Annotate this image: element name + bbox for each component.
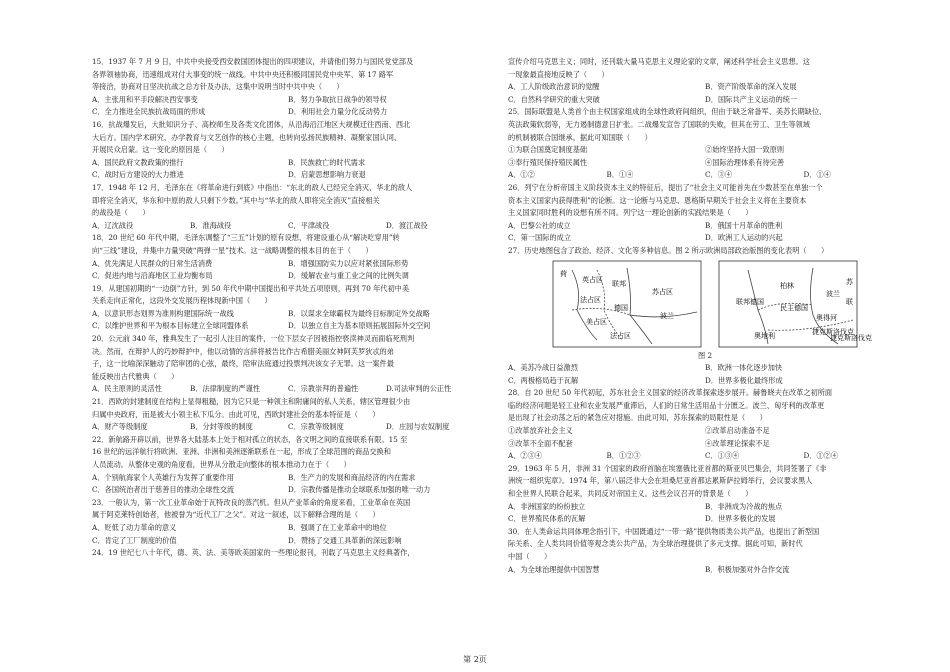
question-q20 (92, 333, 484, 396)
question-q17 (92, 182, 484, 232)
option-item: C．平津战役 (288, 220, 330, 230)
option-item: B．增强国防实力以应对紧张国际形势 (288, 258, 409, 268)
question-text-line: 22．新航路开辟以前，世界各大陆基本上处于相对孤立的状态，各文明之间的直接联系有限。15 至 (92, 434, 408, 444)
question-text-line: 临的经济问题是轻工业和农业发展严重滞后，人们的日常生活用品十分匮乏。波兰、匈牙利的改革更 (508, 400, 825, 410)
option-item: C．世界殖民体系的瓦解 (508, 514, 586, 524)
option-item: B．俄国十月革命的胜利 (705, 220, 783, 230)
statement-row (508, 425, 902, 438)
question-text-line: 开展民众启蒙。这一变化的原因是（ ） (92, 145, 229, 155)
question-q15 (92, 56, 484, 119)
option-item: B．①②③ (606, 451, 641, 461)
statement-row (508, 144, 902, 157)
question-q27 (508, 245, 902, 387)
question-text-line: 资本主义国家内获得胜利”的论断。这一论断与马克思、恩格斯早期关于社会主义将在主要资本 (508, 195, 807, 205)
option-item: C．各国统治者出于慈善目的推动全球性交流 (92, 485, 235, 495)
question-q29 (508, 463, 902, 526)
option-item: A．国民政府文教政策的推行 (92, 157, 184, 167)
option-item: A．巴黎公社的成立 (508, 220, 571, 230)
option-item: C．自然科学研究的重大突破 (508, 94, 600, 104)
question-text-line: 英法政策软弱等，无力遏制德意日扩张。二战爆发宣告了国联的失败，但其在劳工、卫生等领域 (508, 119, 810, 129)
question-text-line: 属于阿克莱特创始者，他被誉为“近代工厂之父”。对这一叙述，以下解释合理的是（ ） (92, 510, 380, 520)
question-text-line: 15．1937 年 7 月 9 日，中共中央接受西安救国团体提出的四项建议，并请他们努力与国民党党部及 (92, 57, 414, 66)
option-row (92, 421, 484, 434)
map-label: 联邦德国 (736, 297, 764, 306)
option-row (92, 308, 484, 321)
option-item: C．肯定了工厂制度的价值 (92, 535, 177, 545)
option-item: A．以意识形态划界为准则构建国际统一战线 (92, 308, 234, 318)
option-row (508, 220, 902, 233)
map-label: 美占区 (586, 317, 607, 326)
option-item: D．①④ (803, 170, 831, 180)
statement-item: ②改革启动准备不足 (705, 426, 770, 436)
option-item: D．①②④ (803, 451, 839, 461)
option-row (92, 535, 484, 548)
statement-item: ②始终坚持大国一致原则 (705, 145, 785, 155)
option-item: A．贬低了动力革命的意义 (92, 522, 177, 532)
option-item: A．辽沈战役 (92, 220, 134, 230)
question-text-line: 大后方。国内学术研究、办学教育与文艺创作的核心主题，也转向弘扬民族精神、凝聚家国认同、 (92, 132, 402, 142)
option-item: B．努力争取抗日战争的领导权 (288, 94, 387, 104)
option-item: C．宗教崇拜的普遍性 (288, 384, 359, 394)
option-item: D．赞扬了交通工具革新的深远影响 (288, 535, 402, 545)
option-item: D．庄园与农奴制度 (386, 422, 450, 432)
question-text-line: 一现象最直接地反映了（ ） (508, 69, 609, 79)
option-row (508, 450, 902, 463)
map-label: 德国 (614, 303, 628, 312)
question-text-line: 决。然而，在辩护人的巧妙辩护中，他以动情的言辞将被告比作古希腊美丽女神阿芙罗狄忒的弟 (92, 346, 394, 356)
statement-item: ③奉行殖民保持殖民属性 (508, 157, 588, 167)
map-label: 波兰 (826, 289, 840, 298)
map-figure-2 (718, 260, 872, 348)
question-text-line: 子，这一比喻深深触动了陪审团的心弦，最终，陪审法庭通过投票判决该女子无罪。这一案件最 (92, 359, 394, 369)
option-item: B．①④ (606, 170, 634, 180)
option-row (92, 106, 484, 119)
option-item: C．全力推进全民族抗战局面的形成 (92, 107, 206, 117)
question-text-line: 16 世纪的远洋航行将欧洲、亚洲、非洲和美洲逐渐联系在一起，形成了全球范围的商品交换和 (92, 447, 391, 457)
option-item: B．资产阶级革命的深入发展 (705, 82, 797, 92)
question-q21 (92, 396, 484, 434)
option-item: A．民主原则的灵活性 (92, 384, 162, 394)
map-label: 法占区 (610, 331, 631, 340)
option-item: C．①③④ (705, 451, 740, 461)
map-label: 柏林 (780, 281, 794, 290)
option-item: D．以独立自主为基本原则拓展国际外交空间 (288, 321, 431, 331)
question-text-line: 向“三线”建设，并集中力量突破“两弹一星”技术。这一战略调整的根本目的在于（ ） (92, 245, 373, 255)
question-text-line: 23．一般认为，第一次工业革命始于瓦特改良的蒸汽机。但从产业革命的角度来看，工业革命在英国 (92, 497, 411, 507)
option-item: A．②③④ (508, 451, 542, 461)
option-row (92, 270, 484, 283)
question-text-line: 宣传介绍马克思主义；同时，还刊载大量马克思主义理论家的文章，阐述科学社会主义思想。这 (508, 57, 810, 66)
option-row (508, 375, 902, 388)
option-item: A．为全球治理提供中国智慧 (508, 564, 600, 574)
question-text-line: 21．西欧的封建制度在结构上显得粗糙，因为它只是一种领主和附庸间的私人关系，辖区管理很少由 (92, 397, 411, 407)
option-item: B．欧洲一体化逐步加快 (705, 363, 783, 373)
question-text-line: 洲统一组织宪章》。1974 年，第八届泛非大会在坦桑尼亚首都达累斯萨拉姆举行，会议要求黑人 (508, 476, 813, 486)
option-item: A．主张用和平手段解决西安事变 (92, 94, 198, 104)
question-text-line: 各界领袖协商，迅速组成对付大事变的统一战线。中共中央还积极同国民党中央军、第 17 路军 (92, 69, 394, 79)
option-item: A．美苏冷战日益激烈 (508, 363, 578, 373)
question-text-line: 28．自 20 世纪 50 年代初起，苏东社会主义国家的经济改革探索逐步展开。赫鲁晓夫在改革之初所面 (508, 388, 833, 398)
map-label: 联邦 (612, 279, 626, 288)
option-item: D．世界多极化的发展 (705, 514, 776, 524)
statement-item: ①为联合国奠定制度基础 (508, 145, 588, 155)
option-item: B．以谋求全球霸权为最终目标制定外交战略 (288, 308, 430, 318)
option-item: D．宗教传播是推动全球联系加强的唯一动力 (288, 485, 431, 495)
option-item: D．启蒙思想影响力衰退 (288, 170, 366, 180)
map-label: 荷 (560, 269, 567, 278)
map-label: 捷克斯洛伐克 (830, 333, 872, 342)
question-text-line: 16．抗战爆发后，大批知识分子、高校师生及各类文化团体，从沿海沿江地区大规模迁往西南、西北 (92, 119, 411, 129)
right-column (508, 56, 902, 576)
question-text-line: 24．19 世纪七八十年代，德、英、法、美等欧美国家的一些理论报刊，刊载了马克思主义经典著作， (92, 548, 415, 558)
question-text-line: 的机制被联合国继承。据此可知国联（ ） (508, 132, 652, 142)
question-text-line: 等接洽，协商对日坚决抗战之总方针及办法，这集中说明当时中共中央（ ） (92, 82, 344, 92)
option-row (92, 484, 484, 497)
option-row (508, 501, 902, 514)
question-text-line: 即将完全消灭，华东和中原的敌人只剩下少数。”其中与“华北的敌人即将完全消灭”直接相关 (92, 195, 380, 205)
option-row (92, 383, 484, 396)
figure-caption: 图 2 (697, 350, 713, 360)
option-item: B．强调了在工业革命中的地位 (288, 522, 387, 532)
question-text-line: 中国（ ） (508, 552, 552, 561)
option-item: C．第一国际的成立 (508, 233, 572, 243)
question-q19 (92, 283, 484, 333)
option-item: D.司法审判的公正性 (386, 384, 452, 394)
question-text-line: 20．公元前 340 年，雅典发生了一起引人注目的案件，一位下层女子因被指控亵渎神灵而面临死刑判 (92, 334, 415, 344)
question-text-line: 关系走向正常化，这段外交发展历程体现新中国（ ） (92, 296, 272, 306)
option-item: C．宗教等级制度 (288, 422, 344, 432)
map-label: 奥得河 (816, 313, 837, 322)
statement-item: ③改革不全面不配套 (508, 438, 573, 448)
question-text-line: 26．列宁在分析帝国主义阶段资本主义的特征后，提出了“社会主义可能首先在少数甚至在单独一个 (508, 182, 823, 192)
map-label: 法占区 (580, 295, 601, 304)
map-label: 英占区 (582, 275, 603, 284)
option-item: D．利用社会力量分化反动势力 (288, 107, 388, 117)
question-text-line: 人员流动。从整体史观的角度看，世界从分散走向整体的根本推动力在于（ ） (92, 460, 351, 469)
option-row (508, 81, 902, 94)
question-text-line: 际关系、全人类共同价值等观念类公共产品，为全球治理提供了多元支撑。据此可知，新时代 (508, 539, 803, 549)
option-item: A．非洲国家的纷纷独立 (508, 501, 586, 511)
question-q18 (92, 232, 484, 282)
option-row (508, 169, 902, 182)
question-q22 (92, 434, 484, 497)
option-row (92, 472, 484, 485)
option-item: B．分封等级的制度 (190, 422, 253, 432)
option-row (92, 258, 484, 271)
option-item: A．个别航海家个人英雄行为发挥了重要作用 (92, 472, 234, 482)
option-item: A．工人阶级政治意识的觉醒 (508, 82, 600, 92)
option-row (92, 220, 484, 233)
map-label: 苏 (846, 277, 853, 286)
option-item: C．③④ (705, 170, 733, 180)
question-q26 (508, 182, 902, 245)
question-text-line: 是出现了社会动荡之后的紧急应对措施。由此可知，苏东探索的局限性是（ ） (508, 413, 767, 423)
map-label: 联 (846, 297, 853, 306)
question-q24c (508, 56, 902, 106)
option-item: C．促进内地与沿海地区工业均衡布局 (92, 271, 213, 281)
question-text-line: 18．20 世纪 60 年代中期，毛泽东调整了“三五”计划的原有设想，将建设重心从“解决吃穿用”转 (92, 233, 400, 243)
question-text-line: 30．在人类命运共同体理念指引下，中国既通过“一带一路”提供物质类公共产品，也提出了新型国 (508, 526, 820, 536)
option-item: B．淮海战役 (190, 220, 232, 230)
map-label: 苏占区 (652, 287, 673, 296)
option-item: D．世界多极化最终形成 (705, 375, 783, 385)
option-row (508, 513, 902, 526)
option-item: C．以维护世界和平为根本目标建立全球同盟体系 (92, 321, 249, 331)
option-item: D．缓解农业与重工业之间的比例失调 (288, 271, 409, 281)
question-q16 (92, 119, 484, 182)
option-item: A．财产等级制度 (92, 422, 148, 432)
statement-item: ④改革理论探索不足 (705, 438, 770, 448)
option-item: A．优先满足人民群众的日常生活消费 (92, 258, 213, 268)
option-item: B．积极加强对外合作交流 (705, 564, 790, 574)
question-q24 (92, 547, 484, 560)
page-number: 第 2页 (463, 655, 487, 664)
option-item: B．非洲成为冷战的焦点 (705, 501, 783, 511)
question-q28 (508, 387, 902, 463)
question-q23 (92, 497, 484, 547)
question-text-line: 主义国家同时胜利的设想有所不同。列宁这一理论创新的实践结果是（ ） (508, 208, 753, 218)
option-row (508, 94, 902, 107)
option-row (508, 362, 902, 375)
option-item: C．战时后方建设的大力推进 (92, 170, 184, 180)
question-text-line: 和全世界人民联合起来，共同反对帝国主义。这些会议召开的背景是（ ） (508, 489, 753, 499)
option-item: B．生产力的发展和商品经济的内在需求 (288, 472, 416, 482)
map-label: 奥地利 (754, 331, 775, 340)
option-item: D．国际共产主义运动的统一 (705, 94, 798, 104)
question-text-line: 归属中央政府，而是被大小领主私下瓜分。由此可见，西欧封建社会的基本特征是（ ） (92, 409, 380, 419)
question-text-line: 27．历史地图包含了政治、经济、文化等多种信息。图 2 所示欧洲局部政治版图的变化表明（ ） (508, 245, 829, 255)
option-row (92, 522, 484, 535)
question-q30 (508, 526, 902, 576)
map-label: 捷克斯洛伐克 (812, 327, 854, 336)
option-row (92, 157, 484, 170)
option-item: D．渡江战役 (386, 220, 428, 230)
option-row (508, 564, 902, 577)
map-figure-1 (552, 260, 702, 348)
statement-row (508, 438, 902, 451)
question-text-line: 17．1948 年 12 月，毛泽东在《将革命进行到底》中指出：“东北的敌人已经完全消灭，华北的敌人 (92, 182, 413, 192)
option-item: A．①② (508, 170, 535, 180)
option-item: B．法律制度的严谨性 (190, 384, 260, 394)
map-label: 波兰 (660, 311, 674, 320)
question-text-line: 的战役是（ ） (92, 208, 150, 218)
question-text-line: 29．1963 年 5 月，非洲 31 个国家的政府首脑在埃塞俄比亚首都的斯亚贝巴集会，共同签署了《非 (508, 463, 827, 473)
option-item: B．民族救亡的时代需求 (288, 157, 366, 167)
figure-2 (508, 260, 902, 350)
left-column (92, 56, 484, 560)
option-item: C．两极格局趋于瓦解 (508, 375, 579, 385)
option-row (92, 169, 484, 182)
option-row (92, 94, 484, 107)
question-text-line: 25．国际联盟是人类首个由主权国家组成的全球性政府间组织，但由于缺乏常备军、美苏长期缺位、 (508, 107, 827, 117)
statement-item: ①改革放弃社会主义 (508, 426, 573, 436)
option-item: D．欧洲工人运动的兴起 (705, 233, 783, 243)
option-row (92, 320, 484, 333)
map-label: 民主德国 (780, 303, 808, 312)
question-text-line: 能反映出古代雅典（ ） (92, 371, 179, 381)
question-text-line: 19．从建国初期的“一边倒”方针，到 50 年代中期中国提出和平共处五项原则，再到 70 年代初中美 (92, 283, 410, 293)
option-row (508, 232, 902, 245)
statement-item: ④国际治理体系有待完善 (705, 157, 785, 167)
statement-row (508, 157, 902, 170)
question-q25 (508, 106, 902, 182)
